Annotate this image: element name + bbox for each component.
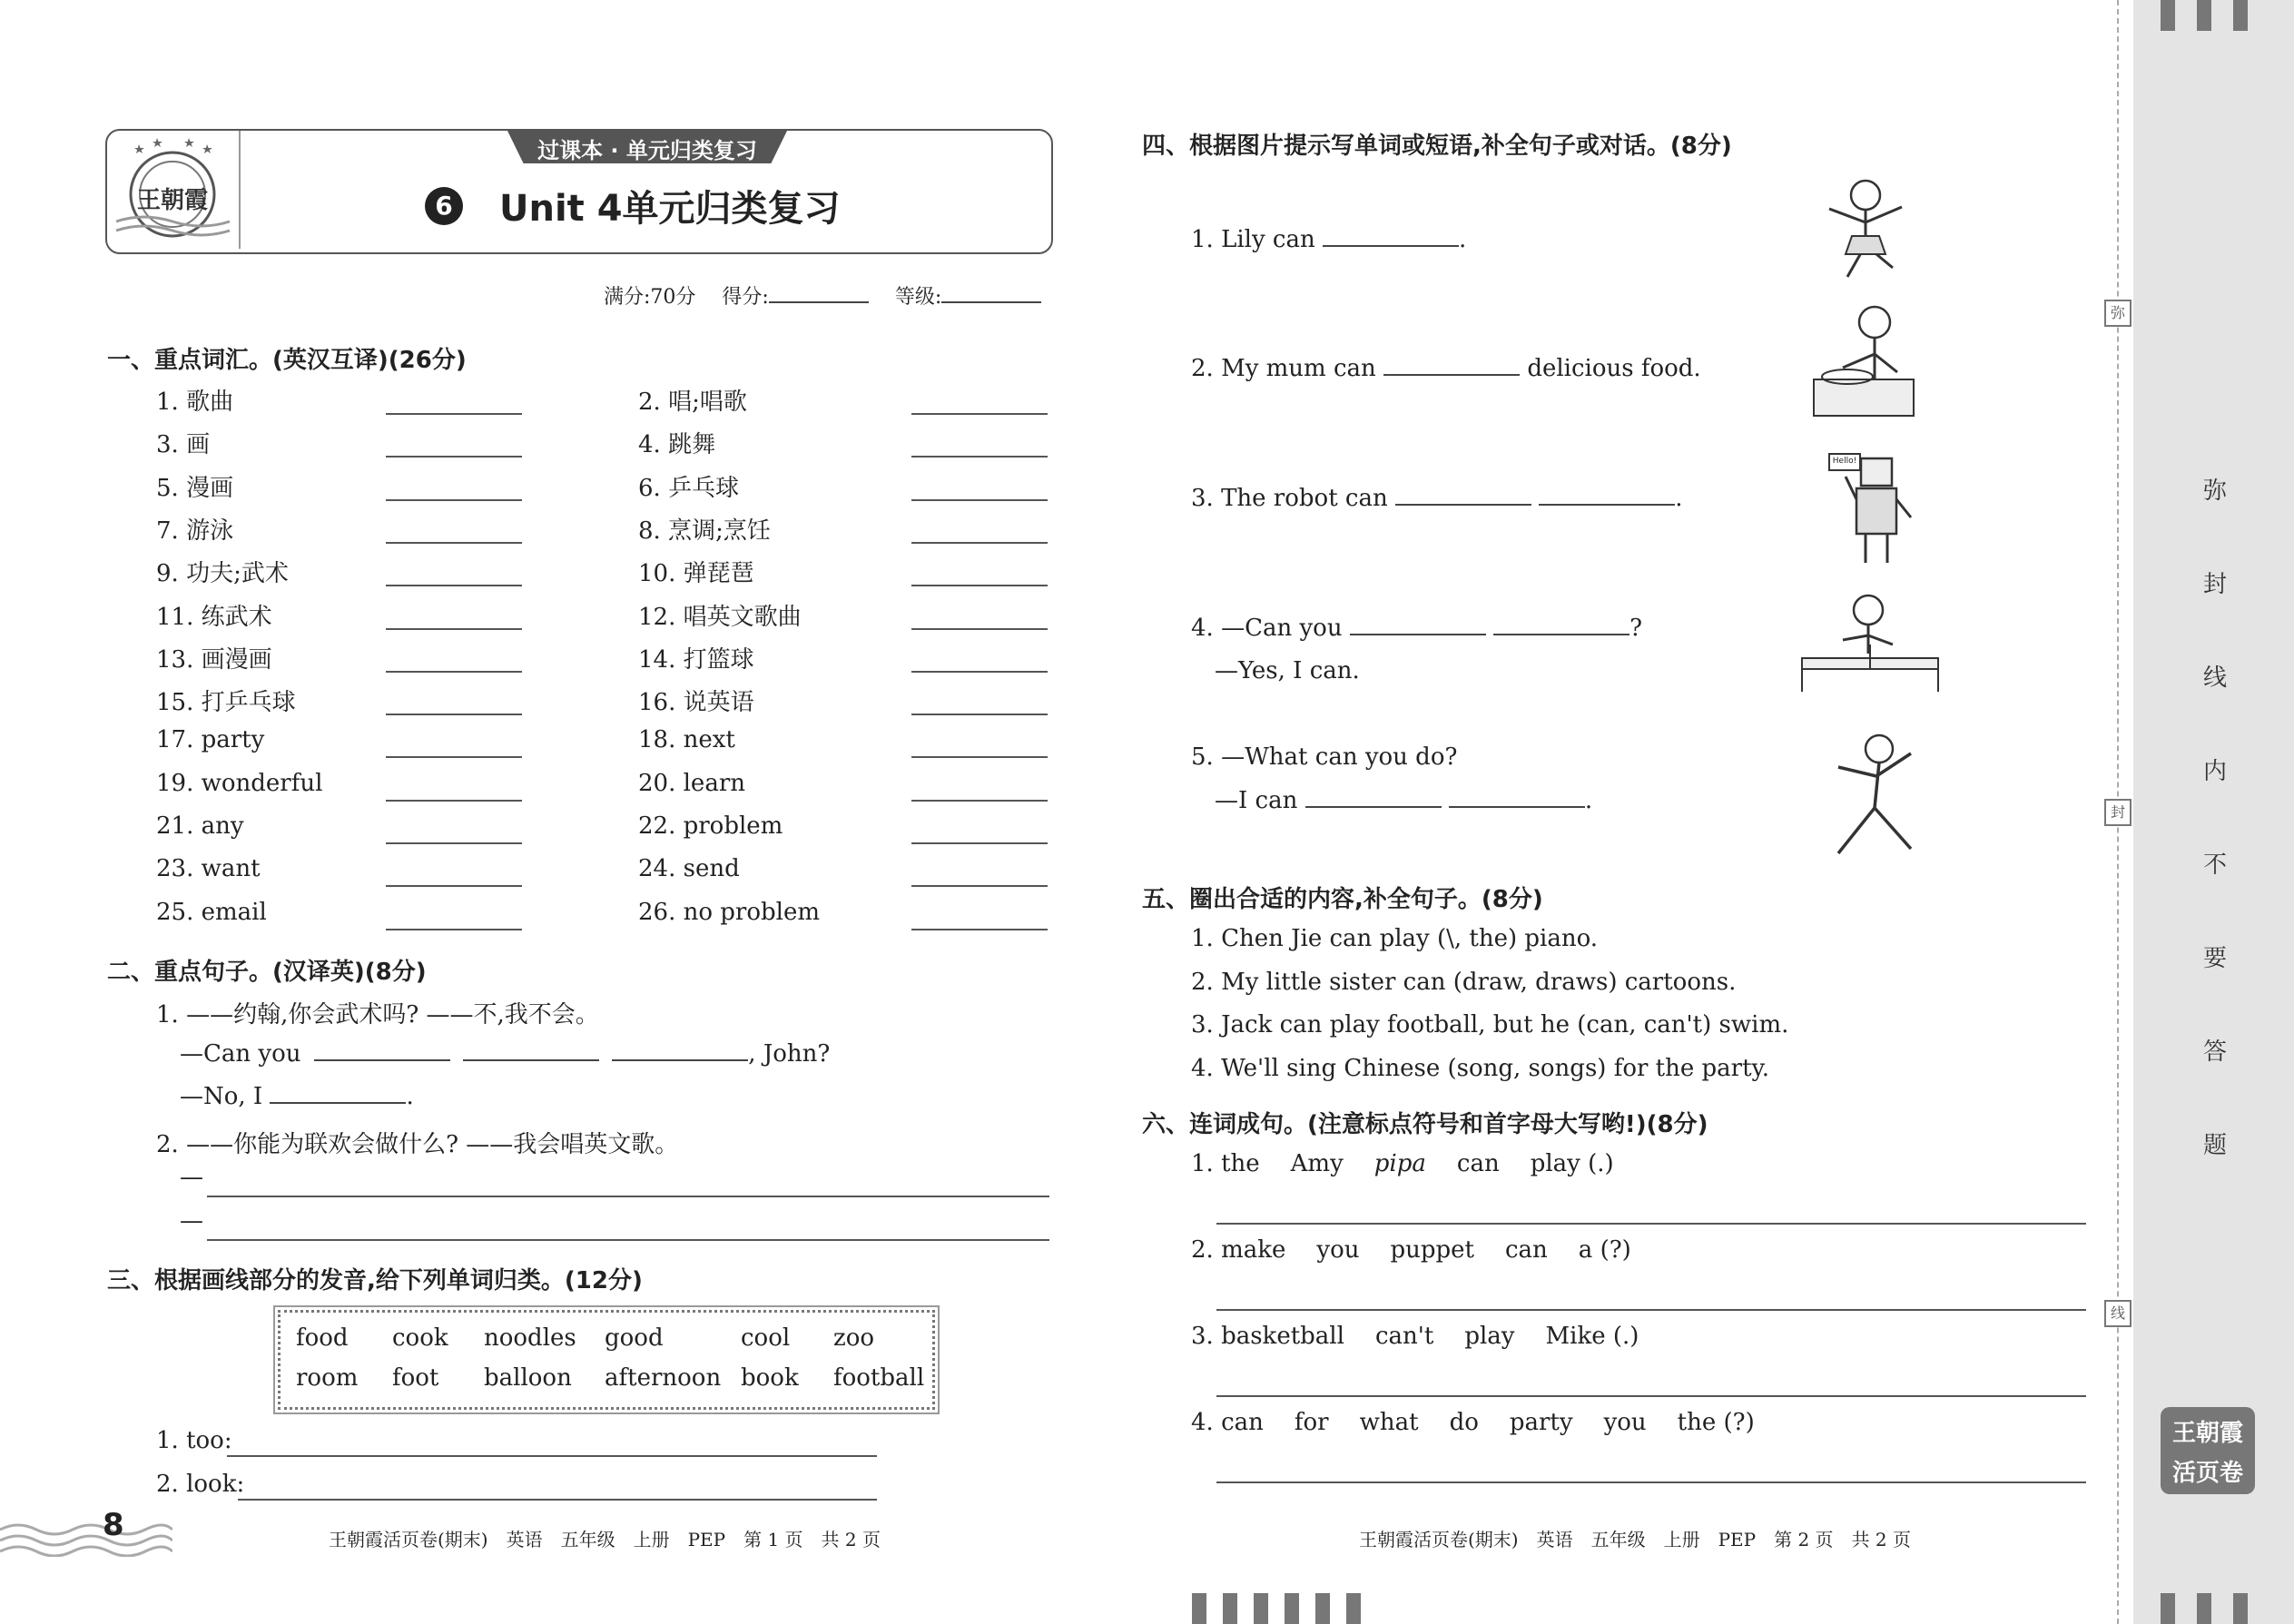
vocab-item: 20. learn xyxy=(638,769,745,797)
answer-blank[interactable] xyxy=(1395,484,1531,506)
answer-line[interactable] xyxy=(386,456,522,458)
sec4-q1-end: . xyxy=(1459,226,1467,253)
page-number: 8 xyxy=(103,1507,124,1543)
word-item: afternoon xyxy=(605,1364,722,1392)
sec2-q1-b-end: . xyxy=(406,1083,414,1110)
answer-blank[interactable] xyxy=(1350,614,1486,635)
sec2-q1-a-end: , John? xyxy=(748,1040,831,1068)
score-line xyxy=(604,281,1041,310)
answer-line[interactable] xyxy=(911,800,1048,802)
answer-line[interactable] xyxy=(911,671,1048,673)
answer-line[interactable] xyxy=(911,542,1048,544)
scrambled-word: you xyxy=(1316,1236,1360,1264)
sec2-q1-b-start: —No, I xyxy=(180,1083,263,1110)
answer-line[interactable] xyxy=(911,842,1048,844)
scrambled-word: a (?) xyxy=(1578,1236,1631,1264)
side-char: 题 xyxy=(2202,1132,2227,1159)
word-item: foot xyxy=(392,1364,439,1392)
word-item: football xyxy=(833,1364,925,1392)
side-char: 要 xyxy=(2202,945,2227,972)
answer-line[interactable] xyxy=(386,542,522,544)
sec1-heading: 一、重点词汇。(英汉互译)(26分) xyxy=(107,347,467,374)
vocab-item: 22. problem xyxy=(638,812,783,840)
side-char: 内 xyxy=(2202,758,2227,785)
registration-mark xyxy=(2161,1593,2175,1624)
sec4-q5-b xyxy=(1215,786,1592,814)
word-item: cool xyxy=(741,1324,791,1352)
vocab-item: 3. 画 xyxy=(156,431,211,459)
registration-mark xyxy=(2197,0,2211,31)
registration-mark xyxy=(1223,1593,1237,1624)
answer-line[interactable] xyxy=(386,885,522,887)
answer-line[interactable] xyxy=(1216,1309,2086,1311)
sec5-item: 4. We'll sing Chinese (song, songs) for the party. xyxy=(1191,1055,1770,1082)
scrambled-word: 2. make xyxy=(1191,1236,1286,1264)
vocab-item: 15. 打乒乓球 xyxy=(156,689,296,717)
score-blank[interactable] xyxy=(769,281,869,303)
sentence-words xyxy=(1191,1323,1669,1350)
answer-line[interactable] xyxy=(386,628,522,630)
sec2-q1-a-start: —Can you xyxy=(180,1040,301,1068)
vocab-item: 23. want xyxy=(156,855,261,883)
answer-line[interactable] xyxy=(386,671,522,673)
sec3-heading: 三、根据画线部分的发音,给下列单词归类。(12分) xyxy=(107,1267,643,1294)
side-char: 封 xyxy=(2202,571,2227,598)
answer-line[interactable] xyxy=(386,756,522,758)
dash: — xyxy=(180,1164,203,1191)
answer-line[interactable] xyxy=(207,1196,1049,1197)
word-item: food xyxy=(296,1324,349,1352)
seal-mark: 线 xyxy=(2104,1300,2132,1327)
sec4-heading: 四、根据图片提示写单词或短语,补全句子或对话。(8分) xyxy=(1142,133,1732,160)
sentence-words xyxy=(1191,1150,1645,1177)
answer-blank[interactable] xyxy=(1449,786,1585,808)
answer-blank[interactable] xyxy=(270,1082,406,1104)
sec4-q4-b: —Yes, I can. xyxy=(1215,657,1360,684)
scrambled-word: 1. the xyxy=(1191,1150,1260,1177)
sec4-q1-text: 1. Lily can xyxy=(1191,226,1315,253)
answer-blank[interactable] xyxy=(1383,354,1520,376)
vocab-item: 25. email xyxy=(156,898,267,926)
sec5-item: 2. My little sister can (draw, draws) cartoons. xyxy=(1191,969,1737,996)
answer-blank[interactable] xyxy=(1539,484,1675,506)
sec4-q4 xyxy=(1191,614,1642,642)
footer-left: 王朝霞活页卷(期末) 英语 五年级 上册 PEP 第 1 页 共 2 页 xyxy=(329,1529,881,1550)
vocab-item: 14. 打篮球 xyxy=(638,645,754,674)
vocab-item: 1. 歌曲 xyxy=(156,389,234,416)
sec4-q4-text: 4. —Can you xyxy=(1191,615,1343,642)
vocab-item: 12. 唱英文歌曲 xyxy=(638,603,802,631)
scrambled-word: Amy xyxy=(1290,1150,1344,1177)
answer-line[interactable] xyxy=(386,929,522,930)
answer-line[interactable] xyxy=(911,585,1048,586)
answer-line[interactable] xyxy=(911,885,1048,887)
footer-right: 王朝霞活页卷(期末) 英语 五年级 上册 PEP 第 2 页 共 2 页 xyxy=(1359,1529,1911,1550)
cooking-woman-illustration xyxy=(1807,300,1925,422)
grade-blank[interactable] xyxy=(941,281,1041,303)
vocab-item: 26. no problem xyxy=(638,898,821,926)
word-item: noodles xyxy=(484,1324,576,1352)
sentence-words xyxy=(1191,1409,1786,1436)
registration-mark xyxy=(2233,0,2248,31)
vocab-item: 19. wonderful xyxy=(156,769,323,797)
sec4-q3 xyxy=(1191,484,1683,512)
unit-number-badge: 6 xyxy=(425,187,463,225)
word-item: cook xyxy=(392,1324,448,1352)
side-char: 弥 xyxy=(2202,477,2227,505)
sentence-words xyxy=(1191,1236,1662,1264)
answer-line[interactable] xyxy=(386,413,522,415)
scrambled-word: can't xyxy=(1374,1323,1434,1350)
scrambled-word: can xyxy=(1504,1236,1548,1264)
sec3-q2: 2. look: xyxy=(156,1471,245,1498)
sec3-q1: 1. too: xyxy=(156,1427,232,1454)
answer-blank[interactable] xyxy=(1305,786,1442,808)
vocab-item: 24. send xyxy=(638,855,740,883)
word-item: book xyxy=(741,1364,799,1392)
dash: — xyxy=(180,1207,203,1235)
answer-blank[interactable] xyxy=(1323,225,1459,247)
answer-line[interactable] xyxy=(911,714,1048,715)
answer-blank[interactable] xyxy=(314,1039,450,1061)
side-char: 答 xyxy=(2202,1038,2227,1066)
sec5-heading: 五、圈出合适的内容,补全句子。(8分) xyxy=(1142,886,1543,913)
sec2-heading: 二、重点句子。(汉译英)(8分) xyxy=(107,959,427,986)
vocab-item: 17. party xyxy=(156,726,265,754)
sec4-q2-end: delicious food. xyxy=(1527,355,1701,382)
logo-text: 王朝霞 xyxy=(136,187,208,214)
sec5-item: 1. Chen Jie can play (\, the) piano. xyxy=(1191,925,1599,952)
registration-mark xyxy=(2197,1593,2211,1624)
scrambled-word: 3. basketball xyxy=(1191,1323,1344,1350)
page-title: Unit 4单元归类复习 xyxy=(499,188,841,230)
registration-mark xyxy=(1254,1593,1268,1624)
sec6-heading: 六、连词成句。(注意标点符号和首字母大写哟!)(8分) xyxy=(1142,1111,1708,1138)
answer-blank[interactable] xyxy=(1493,614,1629,635)
scrambled-word: you xyxy=(1603,1409,1647,1436)
vocab-item: 7. 游泳 xyxy=(156,517,234,545)
sec4-q3-text: 3. The robot can xyxy=(1191,485,1388,512)
answer-line[interactable] xyxy=(386,800,522,802)
registration-mark xyxy=(2233,1593,2248,1624)
scrambled-word: 4. can xyxy=(1191,1409,1264,1436)
answer-line[interactable] xyxy=(238,1499,877,1501)
answer-line[interactable] xyxy=(207,1239,1049,1241)
vocab-item: 2. 唱;唱歌 xyxy=(638,389,747,416)
sec2-q1-answer-line xyxy=(180,1039,830,1068)
answer-line[interactable] xyxy=(386,714,522,715)
scrambled-word: puppet xyxy=(1390,1236,1474,1264)
scrambled-word: the (?) xyxy=(1677,1409,1755,1436)
registration-mark xyxy=(1315,1593,1330,1624)
vocab-item: 5. 漫画 xyxy=(156,474,234,502)
answer-line[interactable] xyxy=(386,842,522,844)
vocab-item: 13. 画漫画 xyxy=(156,645,272,674)
sec2-q2: 2. ——你能为联欢会做什么? ——我会唱英文歌。 xyxy=(156,1131,679,1158)
sec4-q4-end: ? xyxy=(1629,615,1643,642)
vocab-item: 11. 练武术 xyxy=(156,603,272,631)
scrambled-word: what xyxy=(1359,1409,1419,1436)
side-char: 不 xyxy=(2202,851,2227,879)
sec4-q3-end: . xyxy=(1675,485,1683,512)
vocab-item: 16. 说英语 xyxy=(638,689,754,717)
sec2-q1: 1. ——约翰,你会武术吗? ——不,我不会。 xyxy=(156,1001,599,1029)
vocab-item: 10. 弹琵琶 xyxy=(638,560,754,588)
scrambled-word: for xyxy=(1294,1409,1329,1436)
scrambled-word: do xyxy=(1449,1409,1479,1436)
answer-line[interactable] xyxy=(911,756,1048,758)
vocab-item: 21. any xyxy=(156,812,244,840)
sec4-q5: 5. —What can you do? xyxy=(1191,743,1458,771)
seal-mark: 弥 xyxy=(2104,300,2132,327)
scrambled-word: play xyxy=(1464,1323,1515,1350)
registration-mark xyxy=(2161,0,2175,31)
score-label: 得分: xyxy=(722,286,769,309)
answer-line[interactable] xyxy=(386,585,522,586)
binding-strip xyxy=(2133,0,2294,1624)
word-item: balloon xyxy=(484,1364,572,1392)
robot-speech: Hello! xyxy=(1832,457,1857,466)
answer-line[interactable] xyxy=(911,413,1048,415)
word-item: good xyxy=(605,1324,664,1352)
sec4-q5-b-end: . xyxy=(1584,787,1593,814)
word-item: room xyxy=(296,1364,359,1392)
answer-line[interactable] xyxy=(1216,1395,2086,1397)
sec2-q1-b-line xyxy=(180,1082,414,1110)
scrambled-word: party xyxy=(1509,1409,1573,1436)
answer-blank[interactable] xyxy=(612,1039,748,1061)
answer-line[interactable] xyxy=(911,929,1048,930)
answer-line[interactable] xyxy=(386,499,522,501)
brand-badge-bottom: 活页卷 xyxy=(2171,1460,2243,1487)
vocab-item: 6. 乒乓球 xyxy=(638,474,740,502)
vocab-item: 4. 跳舞 xyxy=(638,431,716,459)
scrambled-word: play (.) xyxy=(1530,1150,1614,1177)
answer-line[interactable] xyxy=(227,1455,877,1457)
sec4-q2-text: 2. My mum can xyxy=(1191,355,1376,382)
wave-decoration xyxy=(0,1511,172,1557)
vocab-item: 18. next xyxy=(638,726,735,754)
answer-line[interactable] xyxy=(1216,1481,2086,1483)
answer-blank[interactable] xyxy=(463,1039,599,1061)
sec4-q2 xyxy=(1191,354,1701,382)
scrambled-word: can xyxy=(1456,1150,1500,1177)
sec5-item: 3. Jack can play football, but he (can, can't) swim. xyxy=(1191,1011,1789,1038)
registration-mark xyxy=(1346,1593,1361,1624)
side-char: 线 xyxy=(2202,664,2227,692)
vocab-item: 8. 烹调;烹饪 xyxy=(638,517,771,545)
answer-line[interactable] xyxy=(1216,1223,2086,1225)
banner-text: 过课本 · 单元归类复习 xyxy=(537,138,757,163)
sec4-q1 xyxy=(1191,225,1466,253)
answer-line[interactable] xyxy=(911,628,1048,630)
scrambled-word: pipa xyxy=(1373,1150,1426,1177)
word-item: zoo xyxy=(833,1324,875,1352)
scrambled-word: Mike (.) xyxy=(1545,1323,1639,1350)
seal-mark: 封 xyxy=(2104,799,2132,826)
answer-line[interactable] xyxy=(911,499,1048,501)
registration-mark xyxy=(1285,1593,1299,1624)
sec4-q5-b-text: —I can xyxy=(1215,787,1298,814)
dancing-girl-illustration xyxy=(1811,172,1920,290)
brand-badge-top: 王朝霞 xyxy=(2171,1420,2243,1447)
grade-label: 等级: xyxy=(894,286,942,309)
kung-fu-boy-illustration xyxy=(1811,726,1929,862)
answer-line[interactable] xyxy=(911,456,1048,458)
vocab-item: 9. 功夫;武术 xyxy=(156,560,289,588)
ping-pong-girl-illustration xyxy=(1797,590,1943,694)
full-score: 满分:70分 xyxy=(604,286,696,309)
registration-mark xyxy=(1192,1593,1206,1624)
